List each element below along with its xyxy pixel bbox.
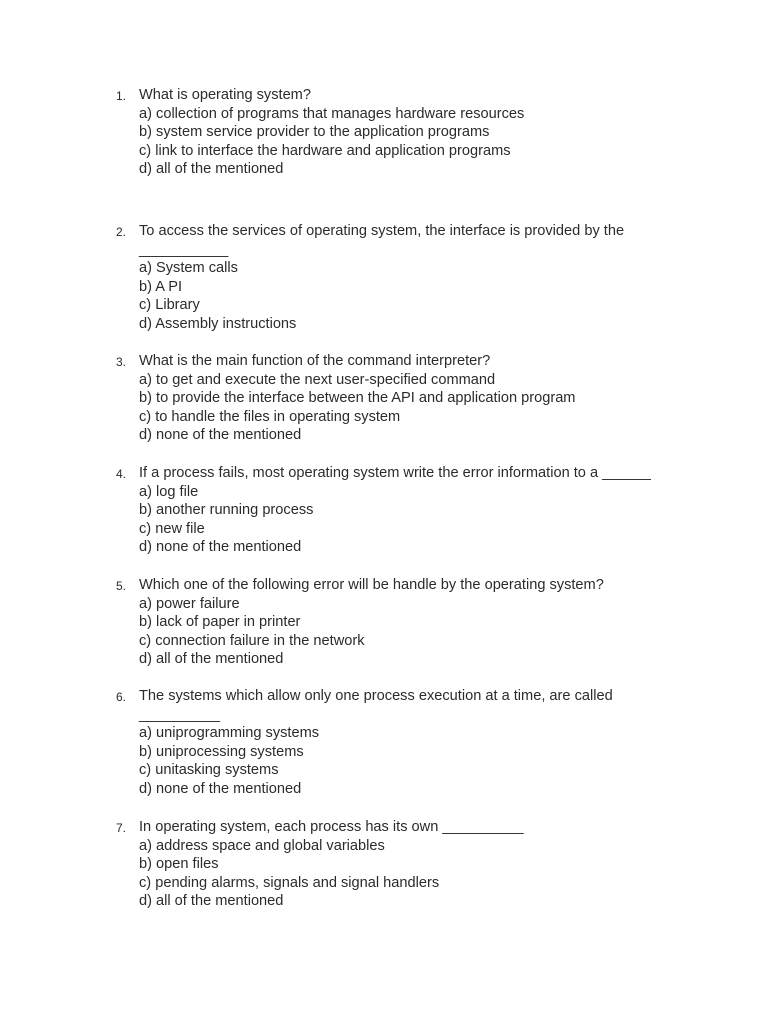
- question-body: [139, 352, 679, 445]
- question-number: 1.: [116, 89, 127, 103]
- question-body: [139, 222, 679, 333]
- question-body: [139, 464, 679, 557]
- answer-option: a) to get and execute the next user-specified command: [139, 371, 496, 388]
- question-text: The systems which allow only one process execution at a time, are called: [139, 688, 613, 704]
- question-text: If a process fails, most operating system write the error information to a ______: [139, 465, 651, 481]
- answer-option: c) Library: [139, 297, 200, 313]
- answer-option: d) all of the mentioned: [139, 651, 284, 667]
- question-body: [139, 576, 679, 669]
- answer-option: a) power failure: [139, 595, 240, 612]
- question-number: 3.: [116, 355, 127, 369]
- answer-option: a) address space and global variables: [139, 837, 385, 854]
- question-blank: ___________: [139, 241, 229, 258]
- question-number: 6.: [116, 690, 127, 704]
- question-number: 2.: [116, 225, 127, 239]
- question-text: In operating system, each process has its own __________: [139, 819, 524, 835]
- answer-option: c) connection failure in the network: [139, 632, 365, 649]
- answer-option: d) none of the mentioned: [139, 539, 302, 555]
- question-number: 4.: [116, 467, 127, 481]
- answer-option: b) lack of paper in printer: [139, 614, 301, 630]
- answer-option: a) collection of programs that manages hardware resources: [139, 105, 525, 122]
- answer-option: c) pending alarms, signals and signal handlers: [139, 874, 440, 891]
- answer-option: b) uniprocessing systems: [139, 743, 304, 760]
- answer-option: a) System calls: [139, 260, 238, 276]
- answer-option: a) uniprogramming systems: [139, 725, 320, 741]
- question-blank: __________: [139, 706, 221, 723]
- answer-option: c) link to interface the hardware and application programs: [139, 142, 511, 159]
- answer-option: b) open files: [139, 856, 219, 872]
- answer-option: c) new file: [139, 520, 205, 537]
- answer-option: d) all of the mentioned: [139, 161, 284, 177]
- answer-option: a) log file: [139, 483, 199, 500]
- answer-option: c) to handle the files in operating system: [139, 408, 401, 425]
- answer-option: c) unitasking systems: [139, 762, 279, 778]
- answer-option: b) system service provider to the application programs: [139, 124, 490, 140]
- answer-option: b) A PI: [139, 278, 182, 295]
- answer-option: d) none of the mentioned: [139, 780, 302, 797]
- answer-option: b) to provide the interface between the API and application program: [139, 390, 576, 406]
- question-number: 7.: [116, 821, 127, 835]
- question-text: What is the main function of the command interpreter?: [139, 353, 491, 369]
- answer-option: d) all of the mentioned: [139, 893, 284, 909]
- question-text: Which one of the following error will be handle by the operating system?: [139, 577, 604, 593]
- question-body: [139, 687, 679, 798]
- question-text: What is operating system?: [139, 87, 311, 103]
- question-text: To access the services of operating system, the interface is provided by the: [139, 223, 625, 239]
- question-body: [139, 818, 679, 911]
- answer-option: d) Assembly instructions: [139, 315, 297, 332]
- question-number: 5.: [116, 579, 127, 593]
- answer-option: d) none of the mentioned: [139, 427, 302, 443]
- question-body: [139, 86, 679, 179]
- answer-option: b) another running process: [139, 502, 314, 518]
